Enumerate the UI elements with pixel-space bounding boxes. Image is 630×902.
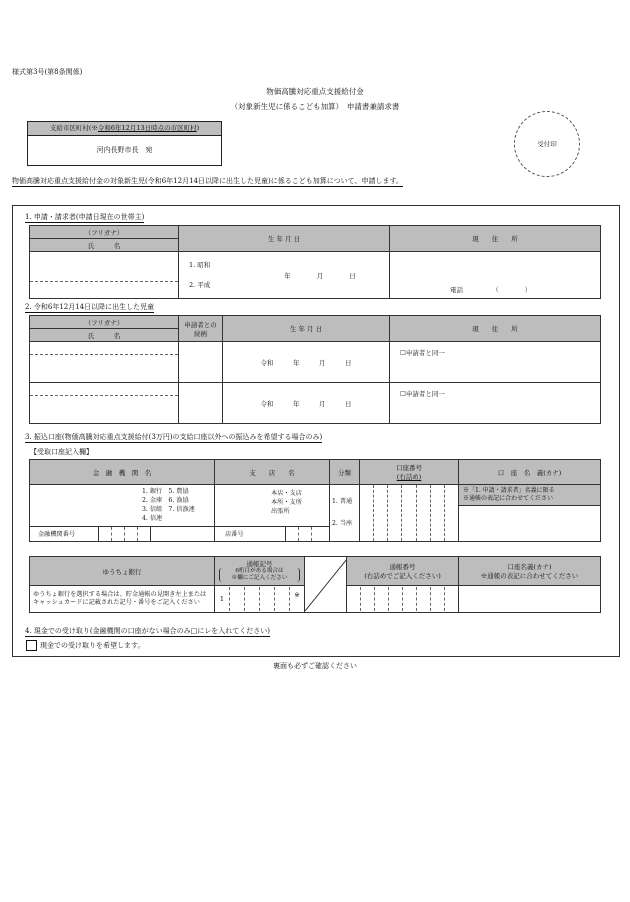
- branch-code-label: 店番号: [225, 531, 244, 539]
- bank-name-field[interactable]: [30, 485, 215, 527]
- account-number-label: 口座番号 (右詰め): [360, 460, 459, 485]
- child2-relation-field[interactable]: [179, 383, 223, 424]
- child2-name-field[interactable]: [30, 383, 179, 424]
- bank-code-label: 金融機関番号: [38, 531, 76, 539]
- applicant-address-label: 現 住 所: [390, 226, 601, 252]
- symbol-digit-1: 1: [215, 587, 230, 611]
- bank-type-options[interactable]: 1. 銀行 5. 農協 2. 金庫 6. 漁協 3. 信組 7. 信漁連 4. 信連: [142, 488, 195, 522]
- municipality-name: 河内長野市長 宛: [96, 146, 153, 154]
- child-table: [29, 315, 601, 424]
- child1-address-field[interactable]: [390, 342, 601, 383]
- child-birth-label: 生 年 月 日: [223, 316, 390, 342]
- applicant-furigana-field[interactable]: [30, 269, 178, 282]
- branch-code-field[interactable]: [215, 526, 330, 541]
- section2-title: 2. 令和6年12月14日以降に出生した児童: [25, 303, 155, 311]
- branch-name-label: 支 店 名: [215, 460, 330, 485]
- cash-checkbox[interactable]: [26, 640, 37, 651]
- footer-note: 裏面も必ずご確認ください: [273, 662, 357, 670]
- yucho-holder-field[interactable]: [459, 586, 601, 613]
- account-holder-label: 口 座 名 義(カナ): [459, 460, 601, 485]
- applicant-furigana-label: （フリガナ）: [30, 226, 179, 239]
- passbook-number-label: 通帳番号 (右詰めでご記入ください): [347, 557, 459, 586]
- child-furigana-label: （フリガナ）: [30, 316, 179, 329]
- yucho-slash-cell: [305, 557, 347, 613]
- diagonal-slash: [305, 559, 347, 611]
- passbook-symbol-label: 通帳記号 6桁目がある場合は ※欄にご記入ください: [215, 557, 305, 586]
- applicant-address-field[interactable]: [390, 252, 601, 299]
- account-holder-notes: ※「1. 申請・請求者」名義に限る ※通帳の表記に合わせてください: [459, 485, 600, 506]
- applicant-birth-field[interactable]: [179, 252, 390, 299]
- child2-address-field[interactable]: [390, 383, 601, 424]
- branch-name-field[interactable]: [215, 485, 330, 527]
- yucho-holder-label: 口座名義(カナ) ※通帳の表記に合わせてください: [459, 557, 601, 586]
- child1-name-field[interactable]: [30, 342, 179, 383]
- section1-title: 1. 申請・請求者(申請日現在の世帯主): [25, 213, 145, 221]
- form-number: 様式第3号(第8条関係): [12, 68, 83, 76]
- account-type-field[interactable]: 1. 普通 2. 当座: [330, 485, 360, 542]
- section3-subtitle: 【受取口座記入欄】: [30, 448, 93, 456]
- child-address-label: 現 住 所: [390, 316, 601, 342]
- child1-birth-field[interactable]: 令和 年 月 日: [223, 342, 390, 383]
- applicant-name-label: 氏 名: [30, 239, 179, 252]
- account-holder-field[interactable]: [459, 485, 601, 542]
- yucho-description: ゆうちょ銀行を選択する場合は、貯金通帳の見開き左上またはキャッシュカードに記載された記号・番号をご記入ください: [30, 586, 215, 613]
- branch-type-options[interactable]: 本店・支店 本所・支所 出張所: [271, 490, 302, 515]
- bank-code-field[interactable]: [30, 526, 215, 541]
- bank-table: [29, 459, 601, 542]
- account-number-field[interactable]: [360, 485, 459, 542]
- applicant-phone[interactable]: 電話 （ ）: [450, 286, 532, 294]
- child2-birth-field[interactable]: 令和 年 月 日: [223, 383, 390, 424]
- municipality-label: 支給市区町村(※令和6年12月13日時点の市区町村): [28, 122, 221, 136]
- cash-option[interactable]: [26, 640, 144, 651]
- symbol-mark: ※: [294, 591, 300, 599]
- child2-same-as-checkbox[interactable]: ☐申請者と同一: [400, 390, 445, 398]
- child1-furigana-field[interactable]: [30, 342, 178, 355]
- applicant-name-field[interactable]: [30, 252, 179, 299]
- account-type-label: 分類: [330, 460, 360, 485]
- yucho-bank-label: ゆうちょ銀行: [30, 557, 215, 586]
- section3-title: 3. 振込口座(物価高騰対応重点支援給付(3万円)の支給口座以外への振込みを希望する場合のみ): [25, 433, 323, 441]
- applicant-table: [29, 225, 601, 299]
- applicant-era-options[interactable]: 1. 昭和 2. 平成: [189, 261, 211, 289]
- passbook-number-field[interactable]: [347, 586, 459, 613]
- child-relation-label: 申請者との 続柄: [179, 316, 223, 342]
- form-title: 物価高騰対応重点支援給付金: [266, 87, 364, 96]
- child1-same-as-checkbox[interactable]: ☐申請者と同一: [400, 349, 445, 357]
- child2-furigana-field[interactable]: [30, 383, 178, 396]
- applicant-ymd: 年 月 日: [284, 271, 356, 280]
- child1-relation-field[interactable]: [179, 342, 223, 383]
- applicant-birth-label: 生 年 月 日: [179, 226, 390, 252]
- passbook-symbol-field[interactable]: [215, 586, 305, 613]
- section4-title: 4. 現金での受け取り(金融機関の口座がない場合のみ□にレを入れてください): [25, 627, 270, 635]
- form-subtitle: （対象新生児に係るこども加算） 申請書兼請求書: [230, 102, 400, 111]
- yucho-table: [29, 556, 601, 613]
- reception-stamp: 受付印: [514, 111, 580, 177]
- cash-checkbox-label: 現金での受け取りを希望します。: [40, 641, 145, 650]
- intro-text: 物価高騰対応重点支援給付金の対象新生児(令和6年12月14日以降に出生した児童)に係るこども加算について、申請します。: [12, 177, 403, 185]
- child-name-label: 氏 名: [30, 329, 179, 342]
- bank-name-label: 金 融 機 関 名: [30, 460, 215, 485]
- municipality-box: [27, 121, 222, 166]
